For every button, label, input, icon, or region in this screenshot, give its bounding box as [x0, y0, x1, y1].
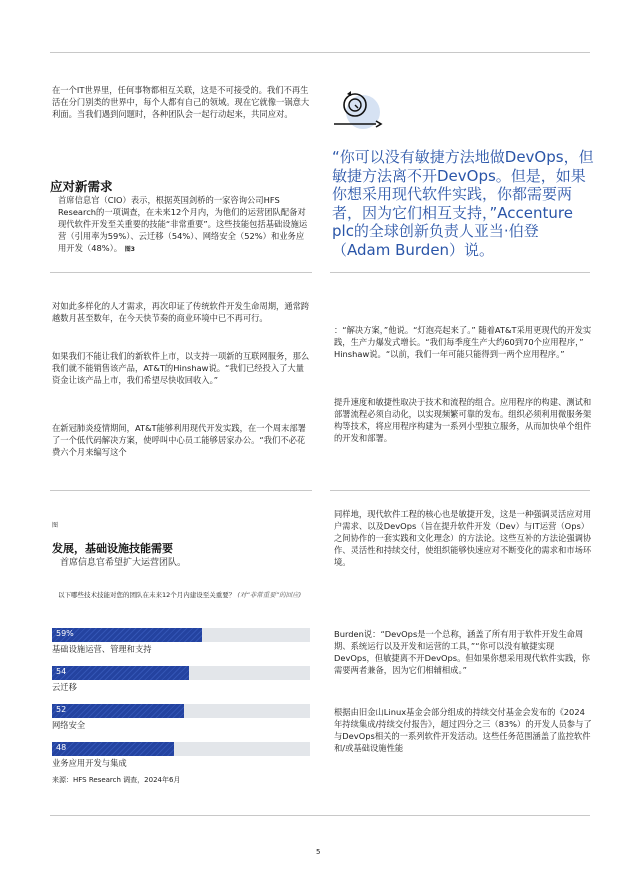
divider	[330, 490, 590, 491]
divider	[50, 272, 312, 273]
bar-value-label: 54	[56, 667, 67, 676]
bar	[52, 742, 174, 756]
figure-ref[interactable]: 图3	[124, 246, 135, 253]
figure-question	[58, 590, 308, 600]
pull-quote: “你可以没有敏捷方法地做DevOps，但敏捷方法离不开DevOps。但是，如果你想采用现代软件实践，你都需要两者，因为它们相互支持，”Accenture plc的全球创新负责人亚当·伯登（Adam Burden）说。	[332, 148, 594, 259]
paragraph: 根据由旧金山Linux基金会部分组成的持续交付基金会发布的《2024年持续集成/持续交付报告》，超过四分之三（83%）的开发人员参与了与DevOps相关的一系列软件开发活动。这些任务范围涵盖了监控软件和/或基础设施性能	[334, 707, 592, 753]
section-body-text: 首席信息官（CIO）表示，根据英国剑桥的一家咨询公司HFS Research的一项调查，在未来12个月内，为他们的运营团队配备对现代软件开发至关重要的技能“非常重要”。这些技能包括基础设施运营（引用率为59%）、云迁移（54%）、网络安全（52%）和业务应用开发（48%）。	[58, 195, 308, 253]
paragraph: 如果我们不能让我们的新软件上市，以支持一项新的互联网服务，那么我们就不能销售该产品，AT&T的Hinshaw说。“我们已经投入了大量资金让该产品上市，我们希望尽快收回收入。”	[52, 351, 310, 385]
bar-category-label: 网络安全	[52, 720, 86, 730]
bottom-rule	[50, 815, 590, 816]
bar-track	[52, 742, 310, 756]
figure-label: 图	[52, 522, 59, 529]
figure-heading: 发展，基础设施技能需要	[52, 542, 173, 555]
paragraph: 同样地，现代软件工程的核心也是敏捷开发，这是一种强调灵活应对用户需求、以及DevOps（旨在提升软件开发（Dev）与IT运营（Ops）之间协作的一套实践和文化理念）的方法论。这些互补的方法论强调协作、灵活性和持续交付，使组织能够快速应对不断变化的需求和市场环境。	[334, 509, 592, 567]
bar-track	[52, 666, 310, 680]
agile-cycle-icon	[330, 84, 390, 138]
page-number: 5	[316, 848, 321, 856]
section-heading: 应对新需求	[50, 179, 113, 194]
divider	[330, 272, 590, 273]
question-text: 以下哪些技术技能对您的团队在未来12个月内建设至关重要？	[58, 591, 236, 599]
section-body	[58, 194, 312, 256]
bar-value-label: 52	[56, 705, 67, 714]
bar	[52, 628, 202, 642]
divider	[50, 490, 312, 491]
top-rule	[50, 52, 590, 53]
bar-category-label: 基础设施运营、管理和支持	[52, 644, 152, 654]
bar-value-label: 48	[56, 743, 67, 752]
bar-track	[52, 628, 310, 642]
bar-category-label: 业务应用开发与集成	[52, 758, 127, 768]
paragraph: 提升速度和敏捷性取决于技术和流程的组合。应用程序的构建、测试和部署流程必须自动化，以实现频繁可靠的发布。组织必须利用微服务架构等技术，将应用程序构建为一系列小型独立服务，从而加快单个组件的开发和部署。	[334, 397, 592, 443]
question-note: (对“非常重要”的回应)	[237, 591, 302, 599]
paragraph: 在新冠肺炎疫情期间，AT&T能够利用现代开发实践，在一个周末部署了一个低代码解决方案，使呼叫中心员工能够居家办公。“我们不必花费六个月来编写这个	[52, 423, 306, 457]
bar-category-label: 云迁移	[52, 682, 77, 692]
figure-subheading: 首席信息官希望扩大运营团队。	[60, 558, 187, 568]
bar	[52, 666, 189, 680]
paragraph: 对如此多样化的人才需求，再次印证了传统软件开发生命周期，通常跨越数月甚至数年，在今天快节奏的商业环境中已不再可行。	[52, 301, 310, 323]
bar-track	[52, 704, 310, 718]
paragraph: ：“解决方案，”他说。“灯泡亮起来了。” 随着AT&T采用更现代的开发实践，生产力爆发式增长。“我们每季度生产大约60到70个应用程序，” Hinshaw说。“以前，我们一年可能只能得到一两个应用程序。”	[334, 325, 592, 359]
bar	[52, 704, 184, 718]
bar-value-label: 59%	[56, 629, 74, 638]
paragraph: Burden说：“DevOps是一个总称，涵盖了所有用于软件开发生命周期、系统运行以及开发和运营的工具，”“你可以没有敏捷实现DevOps，但敏捷离不开DevOps。但如果你想采用现代软件实践，你需要两者兼备，因为它们相辅相成。”	[334, 629, 590, 675]
intro-paragraph: 在一个IT世界里，任何事物都相互关联，这是不可接受的。我们不再生活在分门别类的世界中，每个人都有自己的领域。现在它就像一锅意大利面。当我们遇到问题时，各种团队会一起行动起来，共同应对。	[52, 85, 310, 119]
figure-source: 来源：HFS Research 调查，2024年6月	[52, 776, 181, 784]
